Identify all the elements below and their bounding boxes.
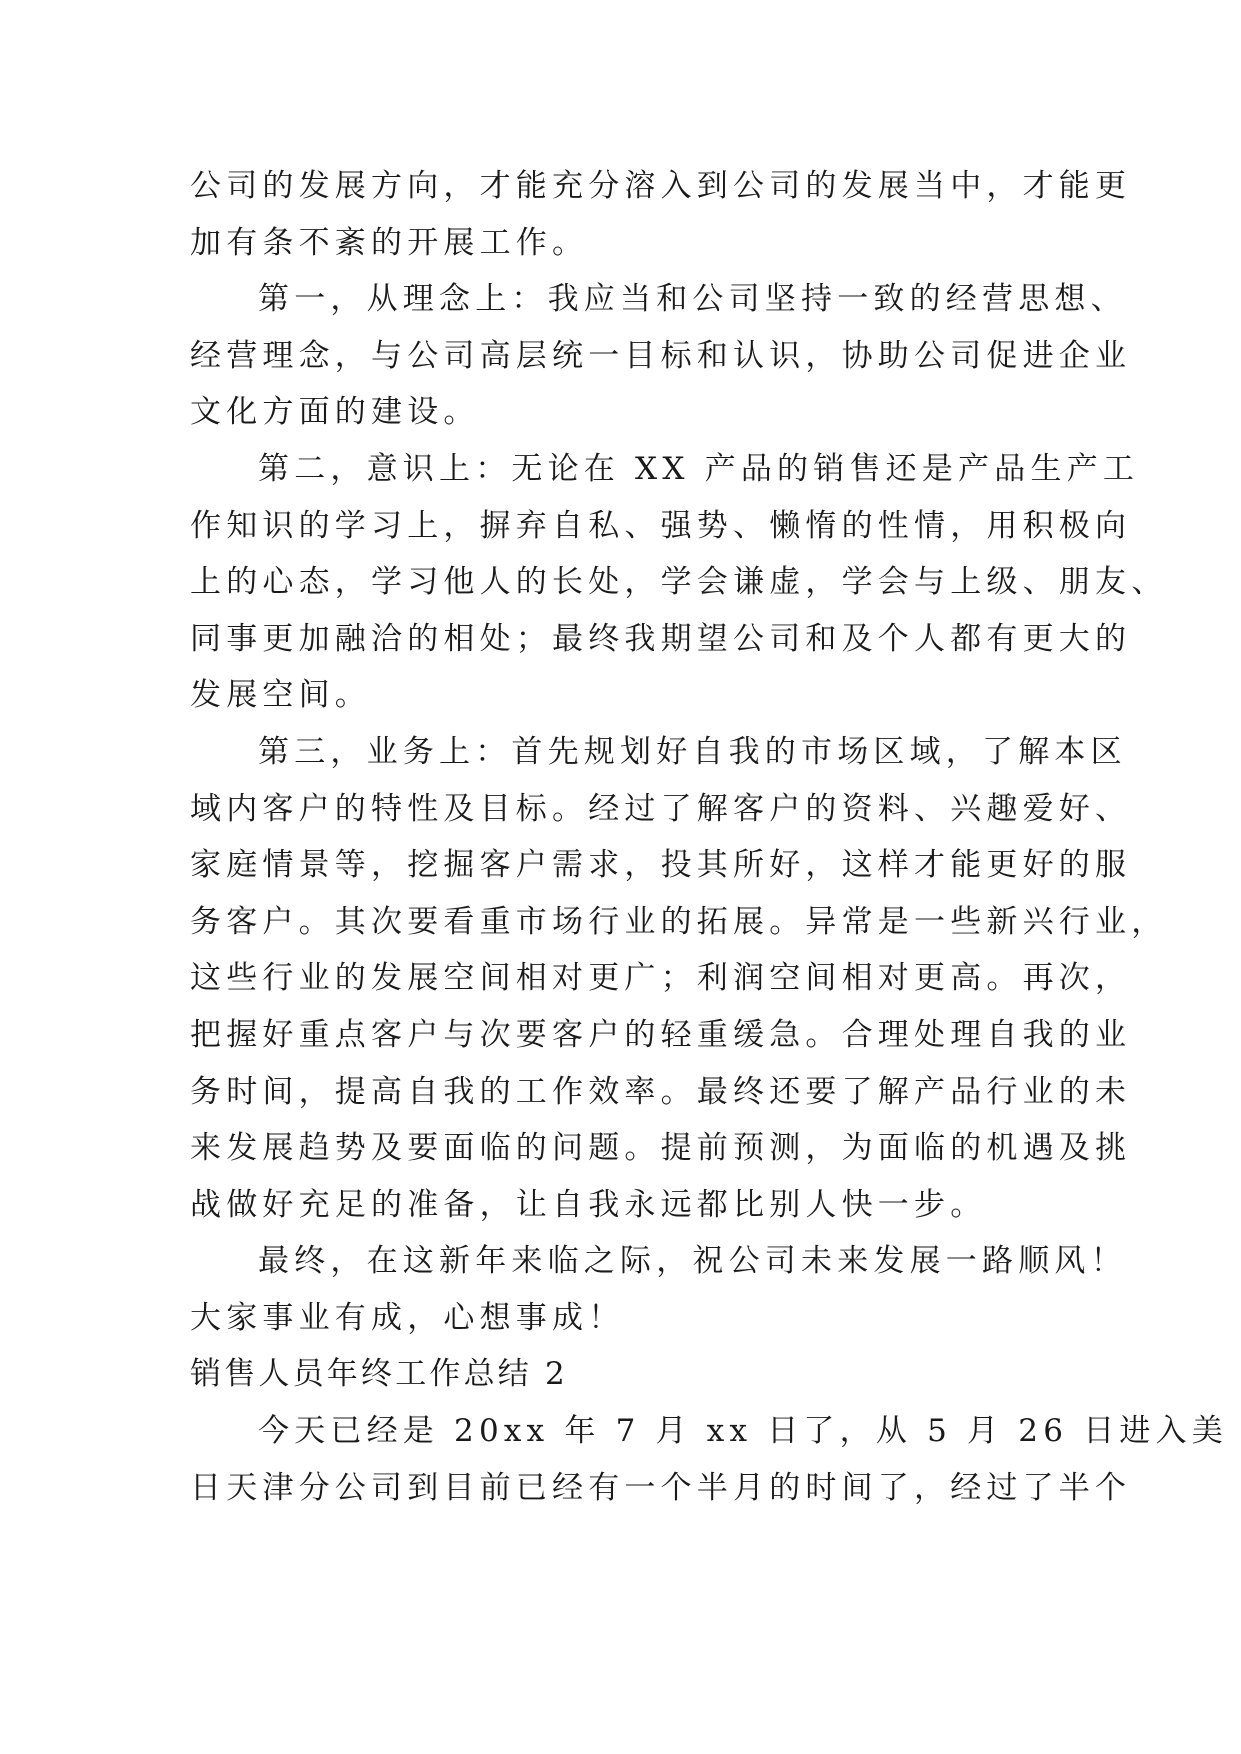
text-line: 第三，业务上：首先规划好自我的市场区域，了解本区: [258, 733, 1127, 770]
text-line: 把握好重点客户与次要客户的轻重缓急。合理处理自我的业: [190, 1016, 1132, 1053]
text-line: 大家事业有成，心想事成！: [190, 1299, 625, 1336]
text-line: 第一，从理念上：我应当和公司坚持一致的经营思想、: [258, 281, 1127, 318]
text-line: 务时间，提高自我的工作效率。最终还要了解产品行业的未: [190, 1073, 1132, 1110]
text-line: 来发展趋势及要面临的问题。提前预测，为面临的机遇及挑: [190, 1130, 1132, 1167]
text-line: 公司的发展方向，才能充分溶入到公司的发展当中，才能更: [190, 168, 1132, 204]
text-line: 这些行业的发展空间相对更广；利润空间相对更高。再次，: [190, 960, 1132, 997]
document-body: [190, 158, 1229, 1516]
text-line: 今天已经是 20xx 年 7 月 xx 日了，从 5 月 26 日进入美: [258, 1413, 1229, 1450]
section-heading: 销售人员年终工作总结 2: [190, 1356, 568, 1393]
text-line: 作知识的学习上，摒弃自私、强势、懒惰的性情，用积极向: [190, 507, 1132, 544]
text-line: 务客户。其次要看重市场行业的拓展。异常是一些新兴行业，: [190, 903, 1168, 940]
text-line: 第二，意识上：无论在 XX 产品的销售还是产品生产工: [258, 450, 1140, 487]
text-line: 最终，在这新年来临之际，祝公司未来发展一路顺风！: [258, 1243, 1127, 1280]
text-line: 日天津分公司到目前已经有一个半月的时间了，经过了半个: [190, 1469, 1132, 1506]
text-line: 同事更加融洽的相处；最终我期望公司和及个人都有更大的: [190, 620, 1132, 657]
text-line: 域内客户的特性及目标。经过了解客户的资料、兴趣爱好、: [190, 790, 1132, 827]
text-line: 经营理念，与公司高层统一目标和认识，协助公司促进企业: [190, 337, 1132, 374]
text-line: 战做好充足的准备，让自我永远都比别人快一步。: [190, 1186, 987, 1223]
text-line: 上的心态，学习他人的长处，学会谦虚，学会与上级、朋友、: [190, 564, 1168, 601]
text-line: 文化方面的建设。: [190, 394, 480, 431]
text-line: 加有条不紊的开展工作。: [190, 224, 589, 261]
text-line: 发展空间。: [190, 677, 371, 714]
text-line: 家庭情景等，挖掘客户需求，投其所好，这样才能更好的服: [190, 847, 1132, 884]
